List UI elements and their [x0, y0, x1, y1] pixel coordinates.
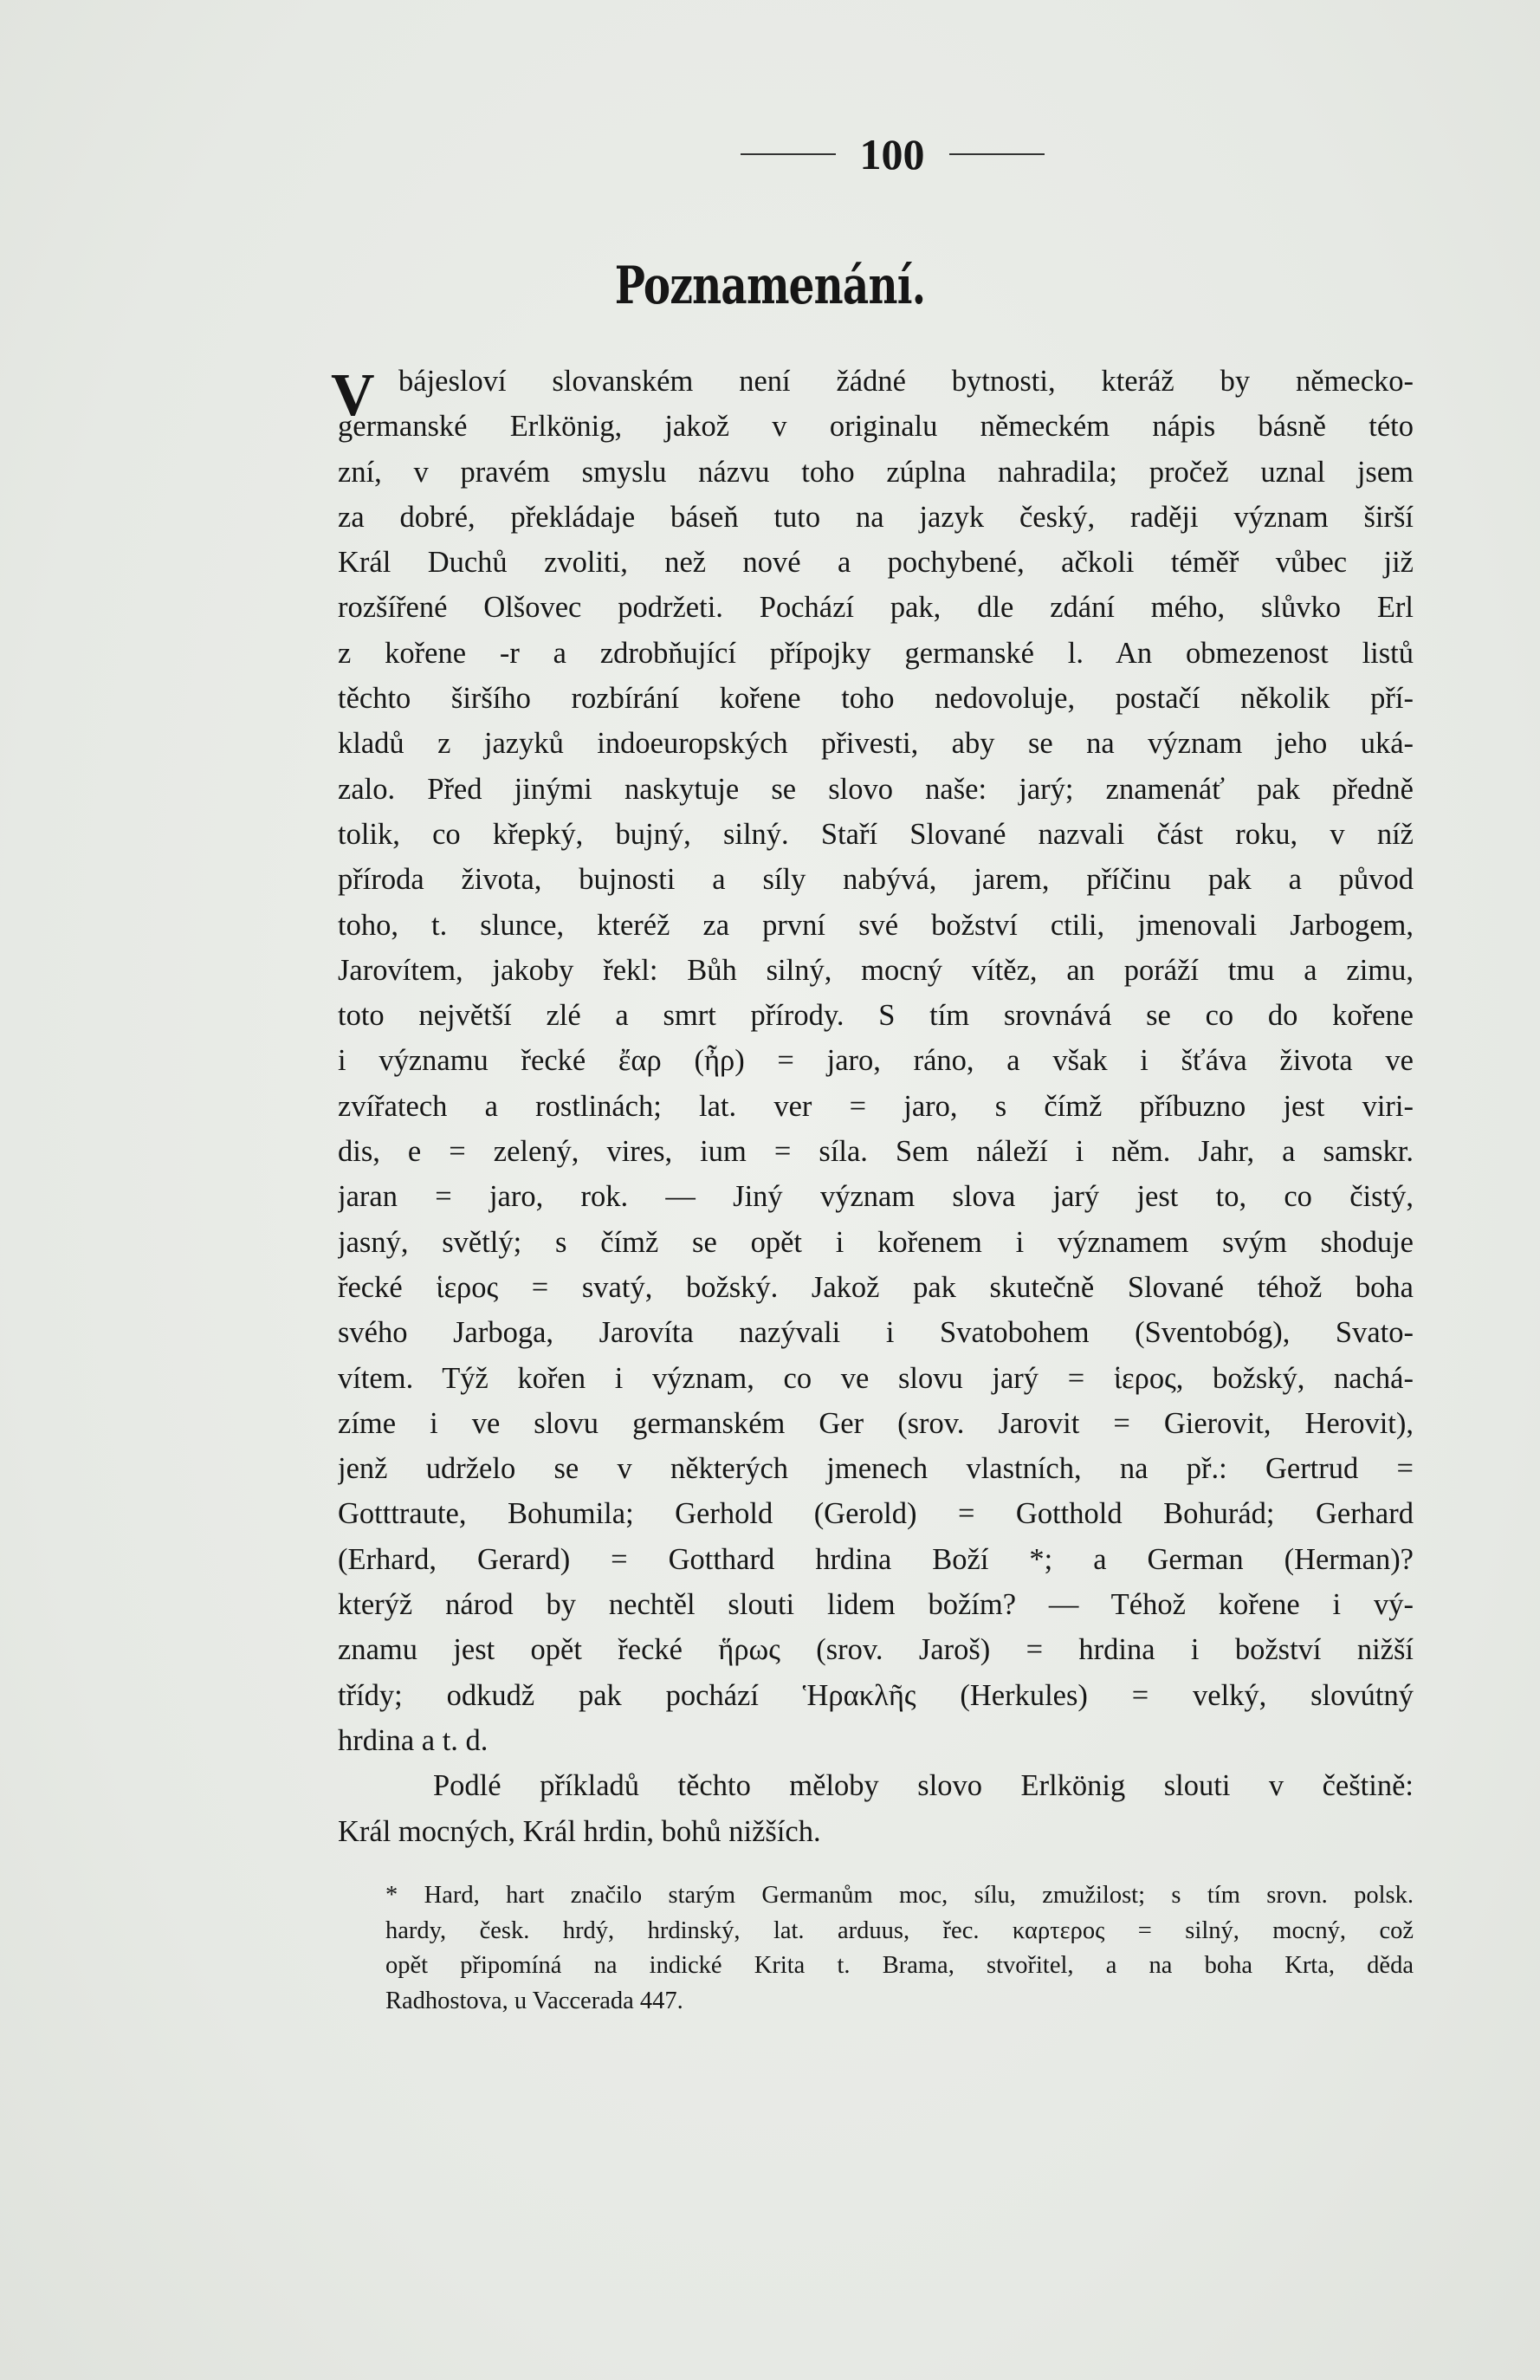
- text-line: germanské Erlkönig, jakož v originalu německém nápis básně této: [338, 410, 1414, 444]
- text-line: i významu řecké ἔαρ (ἦρ) = jaro, ráno, a však i šťáva života ve: [338, 1044, 1414, 1078]
- text-line: příroda života, bujnosti a síly nabývá, jarem, příčinu pak a původ: [338, 863, 1414, 897]
- footnote-line: hardy, česk. hrdý, hrdinský, lat. arduus, řec. καρτερος = silný, mocný, což: [385, 1916, 1414, 1944]
- footnote-line: opět připomíná na indické Krita t. Brama, stvořitel, a na boha Krta, děda: [385, 1952, 1414, 1980]
- text-line: toto největší zlé a smrt přírody. S tím srovnává se co do kořene: [338, 999, 1414, 1033]
- text-line: zíme i ve slovu germanském Ger (srov. Jarovit = Gierovit, Herovit),: [338, 1406, 1414, 1440]
- text-line: Král Duchů zvoliti, než nové a pochybené, ačkoli téměř vůbec již: [338, 546, 1414, 580]
- text-line: zní, v pravém smyslu názvu toho zúplna nahradila; pročež uznal jsem: [338, 455, 1414, 489]
- text-line: kladů z jazyků indoeuropských přivesti, aby se na význam jeho uká-: [338, 727, 1414, 761]
- text-line: Jarovítem, jakoby řekl: Bůh silný, mocný vítěz, an poráží tmu a zimu,: [338, 953, 1414, 987]
- text-line: (Erhard, Gerard) = Gotthard hrdina Boží *; a German (Herman)?: [338, 1542, 1414, 1576]
- paragraphs: [338, 359, 1414, 1854]
- text-line: zalo. Před jinými naskytuje se slovo naše: jarý; znamenáť pak předně: [338, 772, 1414, 806]
- text-line: za dobré, překládaje báseň tuto na jazyk český, raději význam širší: [338, 500, 1414, 534]
- text-line: jaran = jaro, rok. — Jiný význam slova jarý jest to, co čistý,: [338, 1180, 1414, 1214]
- text-line: třídy; odkudž pak pochází Ἡρακλῆς (Herkules) = velký, slovútný: [338, 1678, 1414, 1712]
- text-line: dis, e = zelený, vires, ium = síla. Sem náleží i něm. Jahr, a samskr.: [338, 1135, 1414, 1169]
- main-text: [331, 359, 1414, 1854]
- page-number: 100: [859, 130, 925, 178]
- text-line: rozšířené Olšovec podržeti. Pochází pak, dle zdání mého, slůvko Erl: [338, 591, 1414, 625]
- text-line: jenž udrželo se v některých jmenech vlastních, na př.: Gertrud =: [338, 1452, 1414, 1486]
- footnote: [385, 1878, 1414, 2020]
- text-line: tolik, co křepký, bujný, silný. Staří Slované nazvali část roku, v níž: [338, 817, 1414, 851]
- header-rule-right: [949, 153, 1045, 155]
- section-title: Poznamenání.: [614, 256, 926, 316]
- footnote-line: Radhostova, u Vaccerada 447.: [385, 1988, 683, 2015]
- text-line: jasný, světlý; s čímž se opět i kořenem i významem svým shoduje: [338, 1225, 1414, 1259]
- text-line: z kořene -r a zdrobňující přípojky germanské l. An obmezenost listů: [338, 636, 1414, 670]
- text-line: hrdina a t. d.: [338, 1723, 489, 1757]
- text-line: Gotttraute, Bohumila; Gerhold (Gerold) = Gotthold Bohurád; Gerhard: [338, 1497, 1414, 1531]
- text-line: znamu jest opět řecké ἥρως (srov. Jaroš) = hrdina i božství nižší: [338, 1633, 1414, 1667]
- page-header: [710, 128, 1074, 180]
- text-line: toho, t. slunce, kteréž za první své božství ctili, jmenovali Jarbogem,: [338, 908, 1414, 942]
- drop-cap: V: [331, 362, 375, 429]
- text-line: Podlé příkladů těchto měloby slovo Erlkönig slouti v češtině:: [433, 1769, 1414, 1803]
- text-line: kterýž národ by nechtěl slouti lidem božím? — Téhož kořene i vý-: [338, 1588, 1414, 1622]
- text-line: vítem. Týž kořen i význam, co ve slovu jarý = ἱερος, božský, nachá-: [338, 1361, 1414, 1395]
- text-line: bájesloví slovanském není žádné bytnosti, kteráž by německo-: [398, 365, 1414, 398]
- footnote-line: * Hard, hart značilo starým Germanům moc, sílu, zmužilost; s tím srovn. polsk.: [385, 1882, 1414, 1909]
- text-line: Král mocných, Král hrdin, bohů nižších.: [338, 1814, 821, 1848]
- header-rule-left: [741, 153, 836, 155]
- text-line: zvířatech a rostlinách; lat. ver = jaro, s čímž příbuzno jest viri-: [338, 1089, 1414, 1123]
- text-line: řecké ἱερος = svatý, božský. Jakož pak skutečně Slované téhož boha: [338, 1270, 1414, 1304]
- footnote-lines: [385, 1878, 1414, 2020]
- text-line: svého Jarboga, Jarovíta nazývali i Svatobohem (Sventobóg), Svato-: [338, 1316, 1414, 1350]
- text-line: těchto širšího rozbírání kořene toho nedovoluje, postačí několik pří-: [338, 682, 1414, 716]
